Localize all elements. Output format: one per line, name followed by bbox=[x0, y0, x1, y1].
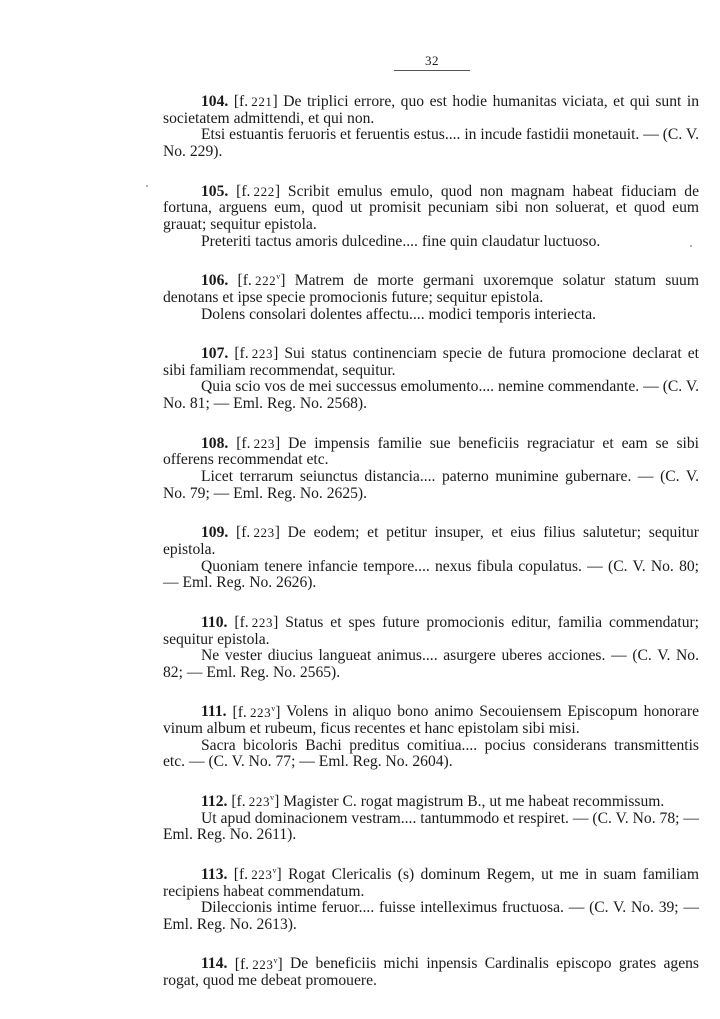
entry-number: 110. bbox=[201, 613, 228, 631]
folio-reference bbox=[231, 793, 279, 810]
entry-incipit: Ne vester diucius langueat animus.... asurgere uberes acciones. — (C. V. No. 82; — Eml. Reg. No. 2565). bbox=[163, 647, 699, 681]
folio-reference bbox=[233, 704, 281, 721]
entry-description-paragraph bbox=[163, 269, 699, 306]
folio-number: 223 bbox=[251, 614, 274, 630]
entry-description-paragraph bbox=[163, 700, 699, 737]
entry-description-paragraph bbox=[163, 432, 699, 469]
letter-entry bbox=[163, 700, 699, 771]
page-number-rule bbox=[394, 70, 470, 71]
folio-suffix: ] bbox=[280, 272, 286, 290]
letter-entry bbox=[163, 432, 699, 503]
entry-description: Matrem de morte germani uxoremque solatur statum suum denotans et ipse specie promocionis future; sequitur epistola. bbox=[163, 272, 699, 306]
entry-description-paragraph bbox=[163, 90, 699, 127]
folio-suffix: ] bbox=[272, 93, 278, 111]
scan-speck bbox=[146, 185, 148, 187]
entry-description-paragraph bbox=[163, 952, 699, 989]
folio-prefix: [f. bbox=[237, 272, 252, 290]
letter-entry bbox=[163, 611, 699, 682]
folio-verso-mark: v bbox=[276, 272, 281, 282]
folio-number: 223 bbox=[251, 867, 273, 883]
entry-description: De eodem; et petitur insuper, et eius filius salutetur; sequitur epistola. bbox=[163, 524, 699, 558]
entry-number: 106. bbox=[201, 272, 229, 290]
folio-prefix: [f. bbox=[233, 866, 249, 884]
entry-number: 113. bbox=[201, 866, 228, 884]
folio-number: 223 bbox=[253, 435, 275, 451]
entry-description: Scribit emulus emulo, quod non magnam habeat fiduciam de fortuna, arguens eum, quod ut promisit pecuniam sibi non soluerat, et quod eum grauat; sequitur epistola. bbox=[163, 182, 700, 233]
folio-reference bbox=[236, 524, 280, 541]
letter-entry bbox=[163, 863, 699, 934]
folio-verso-mark: v bbox=[270, 792, 275, 802]
entry-description: Volens in aliquo bono animo Secouiensem Episcopum honorare vinum album et rubeum, ficus recentes et hanc epistolam sibi misi. bbox=[163, 703, 700, 738]
folio-suffix: ] bbox=[274, 524, 280, 542]
folio-suffix: ] bbox=[275, 703, 281, 721]
entry-number: 108. bbox=[201, 434, 229, 452]
entry-incipit: Preteriti tactus amoris dulcedine.... fine quin claudatur luctuoso. bbox=[201, 232, 601, 250]
folio-suffix: ] bbox=[276, 866, 282, 884]
folio-number: 223 bbox=[253, 525, 275, 541]
entry-description-paragraph bbox=[163, 521, 699, 558]
letter-entry bbox=[163, 952, 699, 989]
folio-prefix: [f. bbox=[234, 345, 249, 363]
folio-suffix: ] bbox=[274, 434, 281, 452]
folio-reference bbox=[236, 435, 280, 452]
folio-prefix: [f. bbox=[236, 434, 251, 452]
folio-suffix: ] bbox=[277, 955, 283, 973]
folio-reference bbox=[234, 614, 278, 631]
entry-description: Sui status continenciam specie de futura promocione declarat et sibi familiam recommendat, sequitur. bbox=[163, 345, 699, 379]
folio-number: 223 bbox=[248, 794, 271, 810]
entry-incipit: Dileccionis intime feruor.... fuisse intelleximus fructuosa. — (C. V. No. 39; — Eml. Reg. No. 2613). bbox=[163, 899, 699, 933]
entry-description-paragraph bbox=[163, 342, 699, 379]
folio-prefix: [f. bbox=[236, 524, 251, 542]
folio-reference bbox=[234, 93, 278, 110]
folio-number: 221 bbox=[251, 94, 273, 110]
letter-entry bbox=[163, 269, 699, 323]
folio-reference bbox=[235, 956, 283, 973]
folio-number: 223 bbox=[249, 704, 272, 720]
folio-suffix: ] bbox=[273, 613, 279, 631]
entry-number: 114. bbox=[201, 955, 228, 973]
entry-description: De beneficiis michi inpensis Cardinalis episcopo grates agens rogat, quod me debeat promouere. bbox=[163, 955, 699, 990]
folio-verso-mark: v bbox=[271, 703, 276, 713]
folio-verso-mark: v bbox=[272, 865, 277, 875]
entry-number: 107. bbox=[201, 345, 229, 363]
entry-description: De triplici errore, quo est hodie humanitas viciata, et qui sunt in societatem admittendi, et qui non. bbox=[163, 93, 699, 127]
entry-number: 109. bbox=[201, 524, 229, 542]
entry-description-paragraph bbox=[163, 611, 699, 648]
letter-entry bbox=[163, 521, 699, 592]
folio-prefix: [f. bbox=[236, 182, 251, 200]
entry-description: De impensis familie sue beneficiis regraciatur et eam se sibi offerens recommendat etc. bbox=[163, 434, 699, 469]
entry-number: 104. bbox=[201, 93, 229, 111]
entry-description-paragraph bbox=[163, 180, 699, 234]
folio-prefix: [f. bbox=[234, 613, 249, 631]
entry-incipit: Licet terrarum seiunctus distancia.... paterno munimine gubernare. — (C. V. No. 79; — Eml. Reg. No. 2625). bbox=[163, 468, 699, 502]
folio-prefix: [f. bbox=[232, 703, 247, 721]
page-number: 32 bbox=[425, 53, 439, 68]
folio-number: 223 bbox=[252, 956, 274, 972]
entry-incipit: Dolens consolari dolentes affectu.... modici temporis interiecta. bbox=[201, 305, 597, 323]
letter-entry bbox=[163, 90, 699, 161]
entry-description: Rogat Clericalis (s) dominum Regem, ut me in suam familiam recipiens habeat commendatum. bbox=[163, 866, 699, 900]
folio-reference bbox=[238, 272, 286, 289]
entry-incipit: Quoniam tenere infancie tempore.... nexus fibula copulatus. — (C. V. No. 80; — Eml. Reg. No. 2626). bbox=[163, 557, 699, 592]
folio-verso-mark: v bbox=[273, 955, 278, 965]
entry-description: Status et spes future promocionis editur, familia commendatur; sequitur epistola. bbox=[163, 613, 700, 648]
letter-entry bbox=[163, 342, 699, 413]
folio-reference bbox=[234, 345, 278, 362]
letter-entry bbox=[163, 180, 699, 251]
folio-prefix: [f. bbox=[234, 955, 250, 973]
folio-suffix: ] bbox=[273, 345, 279, 363]
folio-suffix: ] bbox=[274, 182, 281, 200]
entry-number: 111. bbox=[201, 703, 227, 721]
folio-reference bbox=[234, 866, 282, 883]
letter-entry bbox=[163, 790, 699, 844]
folio-reference bbox=[236, 183, 280, 200]
entry-description-paragraph bbox=[163, 790, 699, 811]
folio-number: 222 bbox=[253, 183, 275, 199]
entry-incipit: Quia scio vos de mei successus emolumento.... nemine commendante. — (C. V. No. 81; — Eml. Reg. No. 2568). bbox=[163, 378, 699, 413]
entry-description: Magister C. rogat magistrum B., ut me habeat recommissum. bbox=[283, 793, 665, 811]
entry-incipit: Sacra bicoloris Bachi preditus comitiua.... pocius considerans transmittentis etc. — (C. V. No. 77; — Eml. Reg. No. 2604). bbox=[163, 736, 699, 771]
entry-number: 112. bbox=[201, 793, 228, 811]
entry-incipit: Etsi estuantis feruoris et feruentis estus.... in incude fastidii monetauit. — (C. V. No. 229). bbox=[163, 126, 699, 160]
entry-list bbox=[163, 90, 699, 1009]
folio-number: 222 bbox=[254, 273, 277, 289]
entry-number: 105. bbox=[201, 182, 229, 200]
folio-number: 223 bbox=[251, 346, 274, 362]
folio-prefix: [f. bbox=[231, 793, 246, 811]
folio-prefix: [f. bbox=[233, 93, 249, 111]
folio-suffix: ] bbox=[274, 793, 280, 811]
entry-description-paragraph bbox=[163, 863, 699, 900]
entry-incipit: Ut apud dominacionem vestram.... tantummodo et respiret. — (C. V. No. 78; — Eml. Reg. No. 2611). bbox=[163, 809, 699, 844]
